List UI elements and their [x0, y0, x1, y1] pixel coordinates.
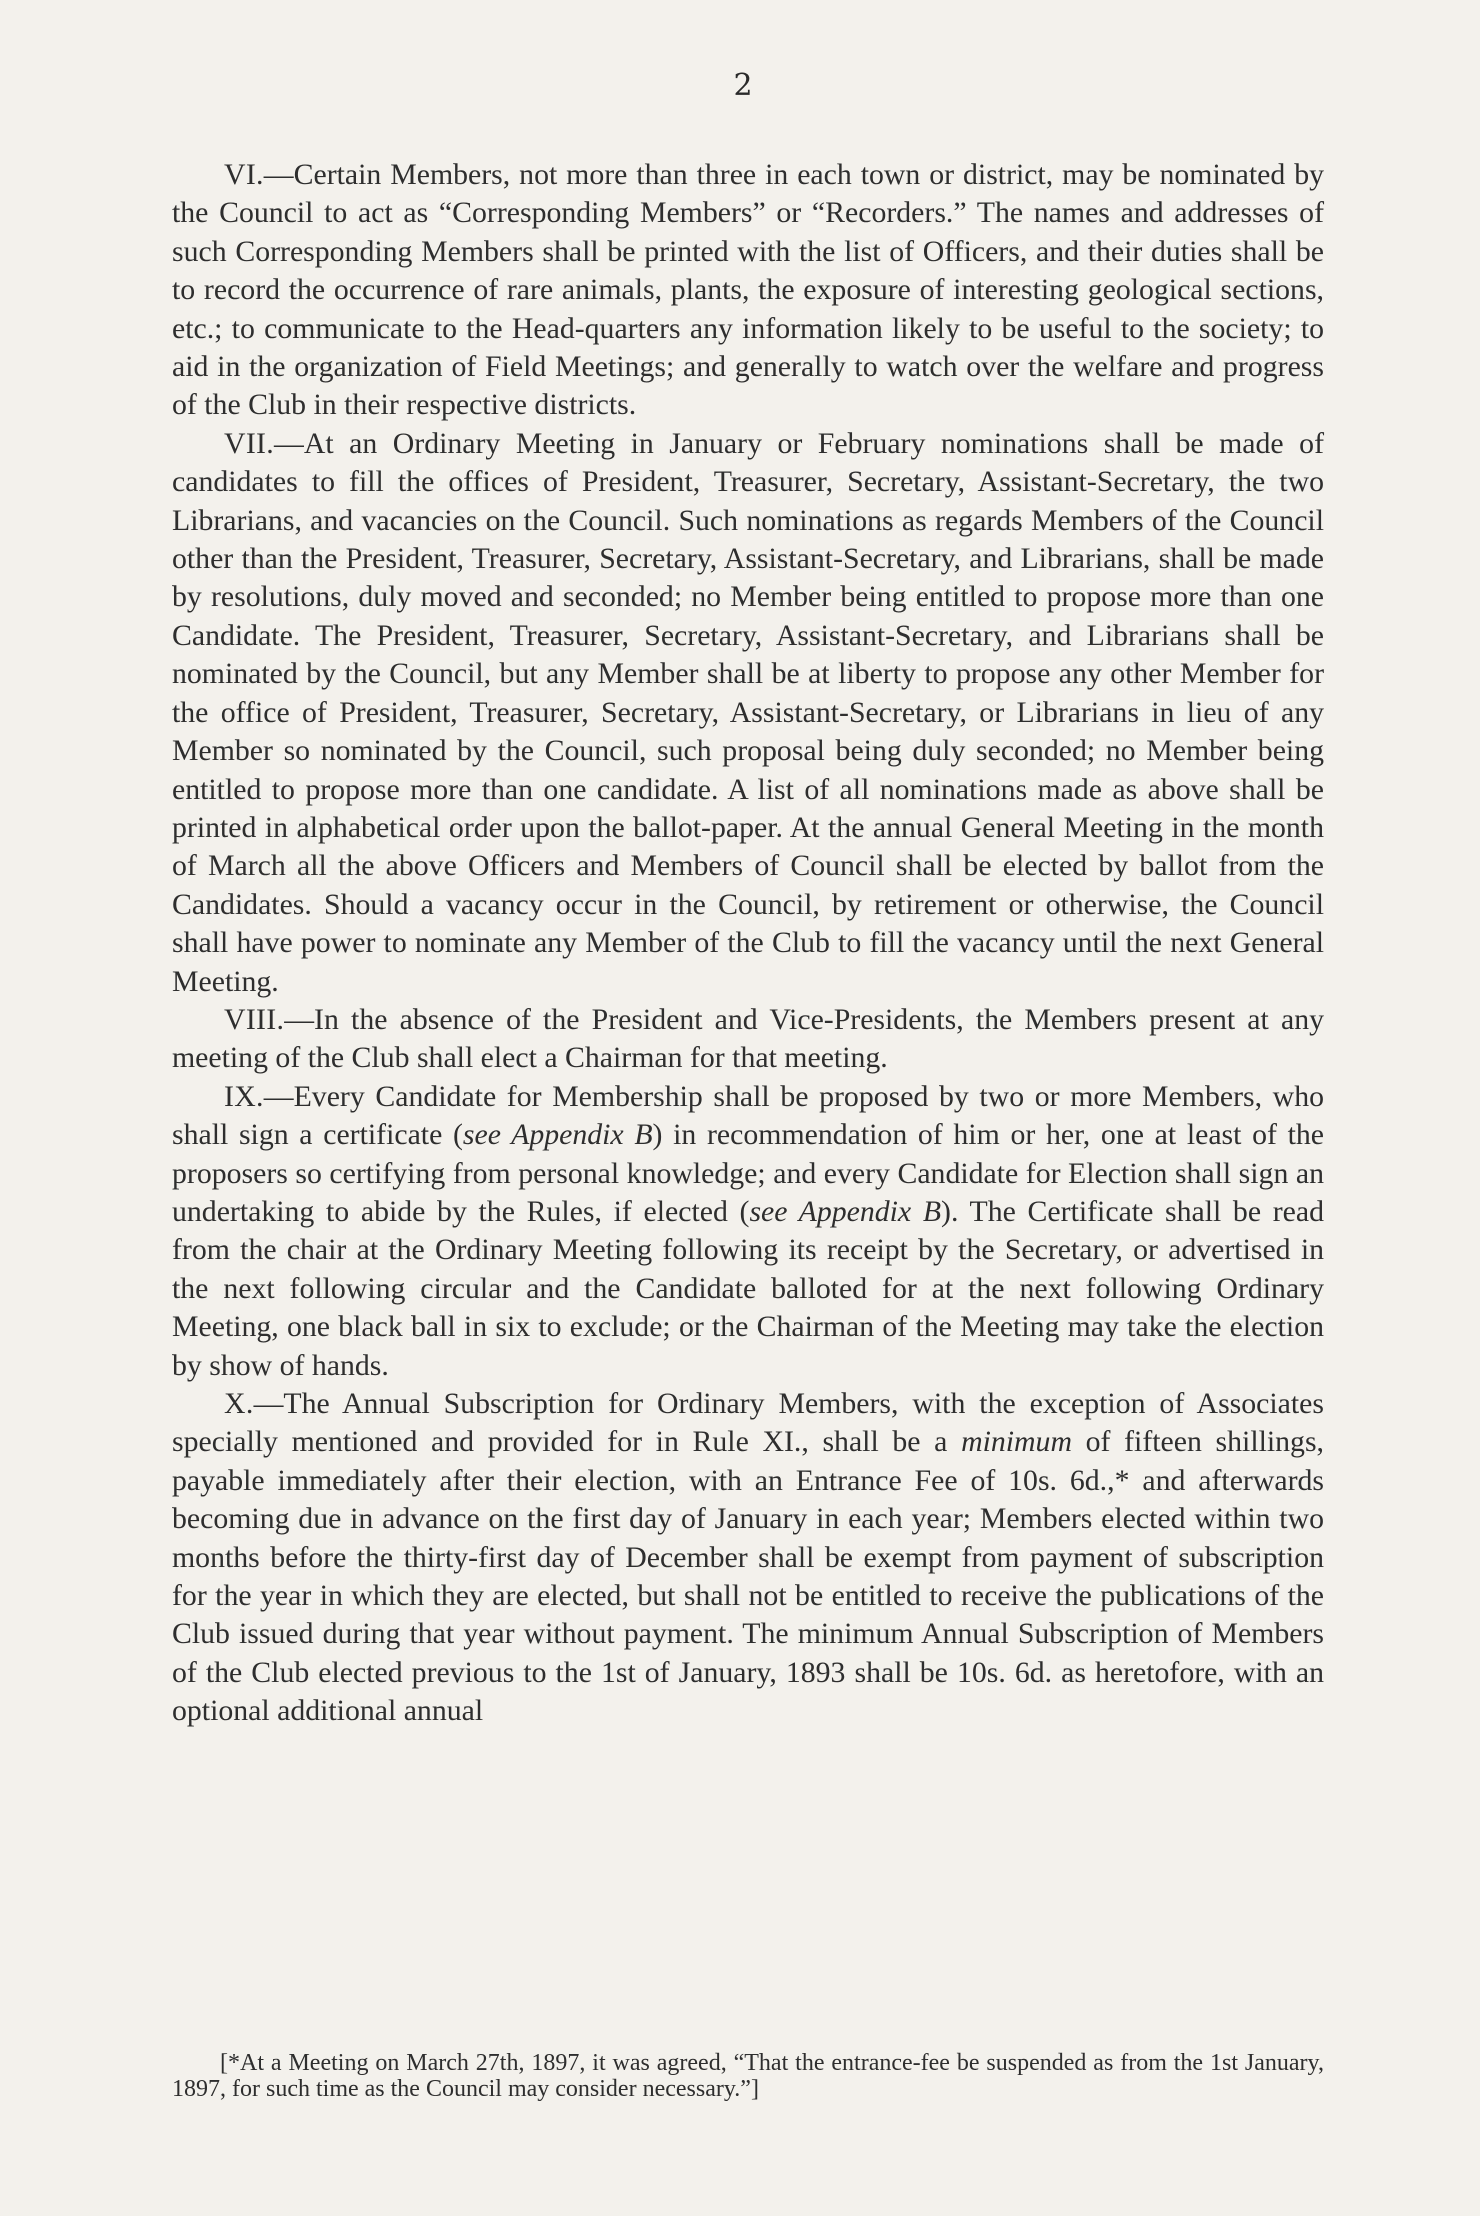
rule-ix-number: IX. — [224, 1079, 264, 1113]
footnote — [172, 2050, 1324, 2102]
rule-ix — [172, 1078, 1324, 1385]
minimum-emphasis: minimum — [961, 1425, 1072, 1459]
rule-ix-text-b: ) in recommendation of him or her, one at least of the proposers so certifying from personal knowledge; and every Candidate for Election shall sign an undertaking to abide by the Rules, if elected ( — [172, 1118, 1325, 1228]
rule-x-text-a: —The Annual Subscription for Ordinary Members, with the exception of Associates specially mentioned and provided for in Rule XI., shall be a — [172, 1387, 1324, 1459]
rule-vii-text: —At an Ordinary Meeting in January or February nominations shall be made of candidates to fill the offices of President, Treasurer, Secretary, Assistant-Secretary, the two Librarians, and vacancies on the Council. Such nominations as regards Members of the Council other than the President, Treasurer, Secretary, Assistant-Secretary, and Librarians, shall be made by resolutions, duly moved and seconded; no Member being entitled to propose more than one Candidate. The President, Treasurer, Secretary, Assistant-Secretary, and Librarians shall be nominated by the Council, but any Member shall be at liberty to propose any other Member for the office of President, Treasurer, Secretary, Assistant-Secretary, or Librarians in lieu of any Member so nominated by the Council, such proposal being duly seconded; no Member being entitled to propose more than one candidate. A list of all nominations made as above shall be printed in alphabetical order upon the ballot-paper. At the annual General Meeting in the month of March all the above Officers and Members of Council shall be elected by ballot from the Candidates. Should a vacancy occur in the Council, by retirement or otherwise, the Council shall have power to nominate any Member of the Club to fill the vacancy until the next General Meeting. — [172, 426, 1324, 998]
rule-vi — [172, 156, 1324, 425]
rule-x-text-b: of fifteen shillings, payable immediately after their election, with an Entrance Fee of 10s. 6d.,* and afterwards becoming due in advance on the first day of January in each year; Members elected within two months before the thirty-first day of December shall be exempt from payment of subscription for the year in which they are elected, but shall not be entitled to receive the publications of the Club issued during that year without payment. The minimum Annual Subscription of Members of the Club elected previous to the 1st of January, 1893 shall be 10s. 6d. as heretofore, with an optional additional annual — [172, 1425, 1324, 1728]
rules-text — [172, 156, 1324, 1731]
rule-x-number: X. — [224, 1387, 254, 1420]
rule-vii-number: VII. — [224, 426, 275, 460]
rule-x — [172, 1385, 1324, 1731]
page-number: 2 — [733, 68, 753, 103]
rule-viii — [172, 1001, 1324, 1078]
appendix-reference: see Appendix B — [462, 1118, 653, 1152]
rule-vii — [172, 425, 1324, 1001]
rule-ix-text-a: —Every Candidate for Membership shall be proposed by two or more Members, who shall sign a certificate ( — [172, 1079, 1324, 1152]
rule-vi-number: VI. — [224, 158, 264, 191]
rule-viii-number: VIII. — [224, 1002, 285, 1036]
appendix-reference: see Appendix B — [749, 1194, 942, 1228]
rule-viii-text: —In the absence of the President and Vice-Presidents, the Members present at any meeting of the Club shall elect a Chairman for that meeting. — [172, 1002, 1324, 1075]
footnote-text: [*At a Meeting on March 27th, 1897, it was agreed, “That the entrance-fee be suspended as from the 1st January, 1897, for such time as the Council may consider necessary.”] — [172, 2050, 1324, 2102]
rule-vi-text: —Certain Members, not more than three in each town or district, may be nominated by the Council to act as “Corresponding Members” or “Recorders.” The names and addresses of such Corresponding Members shall be printed with the list of Officers, and their duties shall be to record the occurrence of rare animals, plants, the exposure of interesting geological sections, etc.; to communicate to the Head-quarters any information likely to be useful to the society; to aid in the organization of Field Meetings; and generally to watch over the welfare and progress of the Club in their respective districts. — [172, 158, 1324, 422]
rule-ix-text-c: ). The Certificate shall be read from the chair at the Ordinary Meeting following its receipt by the Secretary, or advertised in the next following circular and the Candidate balloted for at the next following Ordinary Meeting, one black ball in six to exclude; or the Chairman of the Meeting may take the election by show of hands. — [172, 1194, 1324, 1382]
